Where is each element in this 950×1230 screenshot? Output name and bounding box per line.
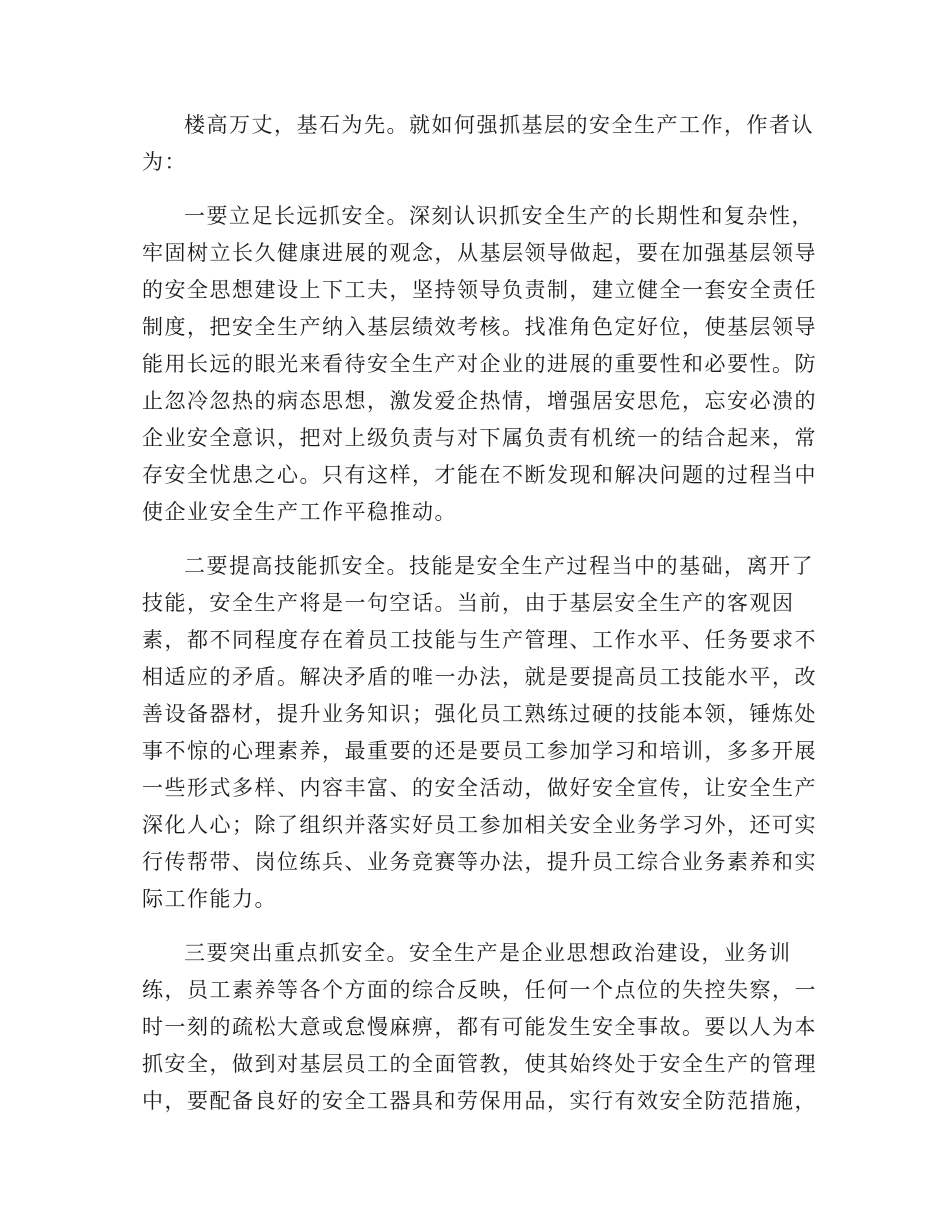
paragraph-4-line-3: 时一刻的疏松大意或怠慢麻痹，都有可能发生安全事故。要以人为本: [142, 1015, 817, 1039]
paragraph-3-line-4: 相适应的矛盾。解决矛盾的唯一办法，就是要提高员工技能水平，改: [142, 665, 817, 689]
paragraph-4-line-2: 练，员工素养等各个方面的综合反映，任何一个点位的失控失察，一: [142, 978, 817, 1002]
paragraph-2-line-7: 企业安全意识，把对上级负责与对下属负责有机统一的结合起来，常: [142, 426, 817, 450]
paragraph-3-line-9: 行传帮带、岗位练兵、业务竞赛等办法，提升员工综合业务素养和实: [142, 850, 817, 874]
paragraph-4-line-4: 抓安全，做到对基层员工的全面管教，使其始终处于安全生产的管理: [142, 1052, 817, 1076]
paragraph-2-line-2: 牢固树立长久健康进展的观念，从基层领导做起，要在加强基层领导: [142, 241, 817, 265]
paragraph-3-line-10: 际工作能力。: [142, 887, 277, 911]
paragraph-4-line-5: 中，要配备良好的安全工器具和劳保用品，实行有效安全防范措施，: [142, 1089, 817, 1113]
paragraph-1-line-1: 楼高万丈，基石为先。就如何强抓基层的安全生产工作，作者认: [184, 113, 814, 137]
paragraph-3-line-7: 一些形式多样、内容丰富、的安全活动，做好安全宣传，让安全生产: [142, 776, 817, 800]
paragraph-3-line-1: 二要提高技能抓安全。技能是安全生产过程当中的基础，离开了: [184, 554, 814, 578]
paragraph-2-line-6: 止忽冷忽热的病态思想，激发爱企热情，增强居安思危，忘安必溃的: [142, 389, 817, 413]
paragraph-2-line-5: 能用长远的眼光来看待安全生产对企业的进展的重要性和必要性。防: [142, 352, 817, 376]
paragraph-4-line-1: 三要突出重点抓安全。安全生产是企业思想政治建设，业务训: [184, 941, 792, 965]
paragraph-3-line-2: 技能，安全生产将是一句空话。当前，由于基层安全生产的客观因: [142, 591, 795, 615]
paragraph-2-line-1: 一要立足长远抓安全。深刻认识抓安全生产的长期性和复杂性，: [184, 204, 814, 228]
paragraph-2-line-8: 存安全忧患之心。只有这样，才能在不断发现和解决问题的过程当中: [142, 463, 817, 487]
paragraph-3-line-3: 素，都不同程度存在着员工技能与生产管理、工作水平、任务要求不: [142, 628, 817, 652]
paragraph-1-line-2: 为：: [142, 150, 187, 174]
paragraph-3-line-6: 事不惊的心理素养，最重要的还是要员工参加学习和培训，多多开展: [142, 739, 817, 763]
paragraph-3-line-8: 深化人心；除了组织并落实好员工参加相关安全业务学习外，还可实: [142, 813, 817, 837]
paragraph-2-line-3: 的安全思想建设上下工夫，坚持领导负责制，建立健全一套安全责任: [142, 278, 817, 302]
paragraph-2-line-4: 制度，把安全生产纳入基层绩效考核。找准角色定好位，使基层领导: [142, 315, 817, 339]
paragraph-3-line-5: 善设备器材，提升业务知识；强化员工熟练过硬的技能本领，锤炼处: [142, 702, 817, 726]
paragraph-2-line-9: 使企业安全生产工作平稳推动。: [142, 500, 457, 524]
